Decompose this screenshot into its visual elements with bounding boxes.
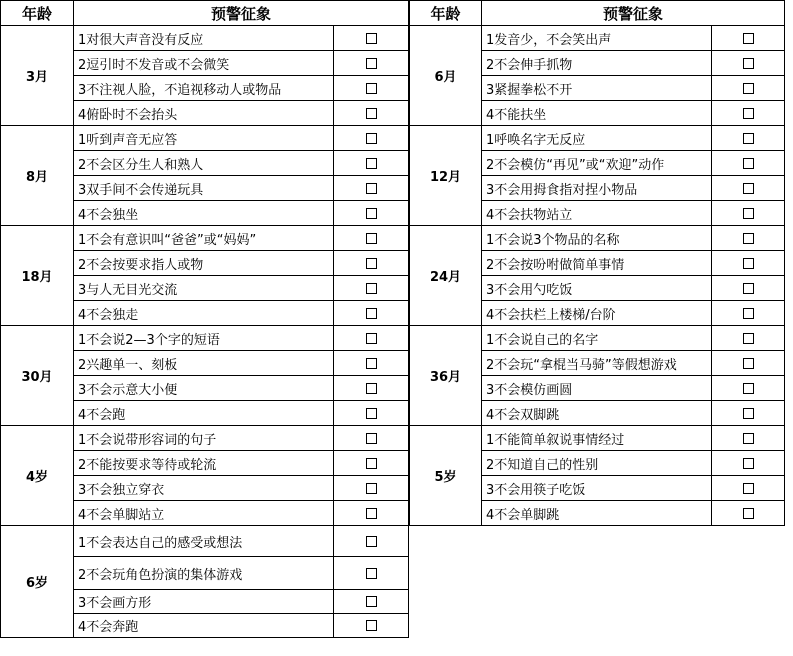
age-label: 4岁 — [1, 426, 74, 526]
checkbox[interactable] — [366, 183, 377, 194]
warning-sign-item: 1对很大声音没有反应 — [74, 26, 334, 51]
warning-sign-item: 1不会说3个物品的名称 — [482, 226, 712, 251]
signs-column-header: 预警征象 — [482, 1, 785, 26]
warning-sign-item: 4不会独走 — [74, 301, 334, 326]
checkbox-cell — [712, 176, 785, 201]
checkbox-cell — [334, 590, 409, 614]
checkbox[interactable] — [366, 508, 377, 519]
checkbox-cell — [712, 326, 785, 351]
warning-sign-item: 2不会按要求指人或物 — [74, 251, 334, 276]
checkbox[interactable] — [743, 133, 754, 144]
checkbox[interactable] — [743, 408, 754, 419]
checkbox-cell — [334, 76, 409, 101]
checkbox[interactable] — [366, 433, 377, 444]
checkbox-cell — [334, 26, 409, 51]
checkbox[interactable] — [366, 108, 377, 119]
warning-sign-item: 3双手间不会传递玩具 — [74, 176, 334, 201]
warning-sign-item: 2逗引时不发音或不会微笑 — [74, 51, 334, 76]
warning-sign-item: 1不会有意识叫“爸爸”或“妈妈” — [74, 226, 334, 251]
checkbox[interactable] — [366, 308, 377, 319]
checkbox-cell — [712, 426, 785, 451]
checkbox-cell — [712, 126, 785, 151]
checkbox[interactable] — [743, 333, 754, 344]
checkbox-cell — [334, 451, 409, 476]
age-label: 3月 — [1, 26, 74, 126]
checkbox-cell — [712, 451, 785, 476]
checkbox[interactable] — [743, 158, 754, 169]
right-table — [409, 0, 785, 526]
checkbox[interactable] — [743, 383, 754, 394]
warning-sign-item: 2不会模仿“再见”或“欢迎”动作 — [482, 151, 712, 176]
checkbox[interactable] — [743, 508, 754, 519]
age-label: 36月 — [410, 326, 482, 426]
warning-sign-item: 3不注视人脸，不追视移动人或物品 — [74, 76, 334, 101]
checkbox-cell — [334, 101, 409, 126]
warning-sign-item: 2不会伸手抓物 — [482, 51, 712, 76]
checkbox-cell — [712, 476, 785, 501]
checkbox[interactable] — [366, 536, 377, 547]
age-label: 6岁 — [1, 526, 74, 638]
checkbox[interactable] — [743, 283, 754, 294]
checkbox[interactable] — [743, 83, 754, 94]
warning-sign-item: 3不会独立穿衣 — [74, 476, 334, 501]
checkbox[interactable] — [743, 358, 754, 369]
warning-sign-item: 4不会独坐 — [74, 201, 334, 226]
checkbox[interactable] — [743, 58, 754, 69]
checkbox[interactable] — [743, 108, 754, 119]
warning-sign-item: 3不会示意大小便 — [74, 376, 334, 401]
warning-sign-item: 4不会单脚站立 — [74, 501, 334, 526]
checkbox-cell — [712, 76, 785, 101]
checkbox-cell — [712, 501, 785, 526]
checkbox-cell — [334, 326, 409, 351]
checkbox-cell — [334, 401, 409, 426]
checkbox[interactable] — [366, 458, 377, 469]
warning-sign-item: 4不会双脚跳 — [482, 401, 712, 426]
checkbox-cell — [712, 151, 785, 176]
warning-sign-item: 4不会奔跑 — [74, 614, 334, 638]
age-label: 18月 — [1, 226, 74, 326]
age-label: 24月 — [410, 226, 482, 326]
age-label: 12月 — [410, 126, 482, 226]
checkbox-cell — [334, 526, 409, 557]
warning-sign-item: 1听到声音无应答 — [74, 126, 334, 151]
warning-sign-item: 3不会用拇食指对捏小物品 — [482, 176, 712, 201]
warning-sign-item: 3不会画方形 — [74, 590, 334, 614]
checkbox-cell — [334, 51, 409, 76]
warning-sign-item: 3与人无目光交流 — [74, 276, 334, 301]
checkbox[interactable] — [366, 383, 377, 394]
checkbox-cell — [334, 351, 409, 376]
warning-sign-item: 4不会单脚跳 — [482, 501, 712, 526]
warning-sign-item: 4不会扶物站立 — [482, 201, 712, 226]
checkbox[interactable] — [366, 358, 377, 369]
checkbox[interactable] — [743, 308, 754, 319]
checkbox-cell — [712, 251, 785, 276]
checkbox[interactable] — [366, 133, 377, 144]
warning-sign-item: 4不会跑 — [74, 401, 334, 426]
checkbox[interactable] — [743, 258, 754, 269]
warning-sign-item: 1不会表达自己的感受或想法 — [74, 526, 334, 557]
warning-sign-item: 1呼唤名字无反应 — [482, 126, 712, 151]
checkbox-cell — [334, 426, 409, 451]
checkbox-cell — [334, 151, 409, 176]
warning-sign-item: 4不能扶坐 — [482, 101, 712, 126]
warning-sign-item: 3不会模仿画圆 — [482, 376, 712, 401]
checkbox[interactable] — [366, 596, 377, 607]
checkbox[interactable] — [366, 258, 377, 269]
checkbox-cell — [712, 351, 785, 376]
checkbox[interactable] — [366, 620, 377, 631]
checkbox-cell — [712, 401, 785, 426]
checkbox[interactable] — [366, 483, 377, 494]
checkbox[interactable] — [743, 183, 754, 194]
checkbox-cell — [712, 376, 785, 401]
checkbox-cell — [334, 301, 409, 326]
checkbox-cell — [334, 201, 409, 226]
checkbox-cell — [334, 276, 409, 301]
warning-sign-item: 4不会扶栏上楼梯/台阶 — [482, 301, 712, 326]
warning-sign-item: 2不会玩角色扮演的集体游戏 — [74, 557, 334, 590]
checkbox-cell — [334, 176, 409, 201]
warning-sign-item: 3紧握拳松不开 — [482, 76, 712, 101]
checkbox-cell — [712, 26, 785, 51]
warning-sign-item: 3不会用勺吃饭 — [482, 276, 712, 301]
checkbox[interactable] — [366, 233, 377, 244]
warning-sign-item: 1不能简单叙说事情经过 — [482, 426, 712, 451]
checkbox[interactable] — [743, 483, 754, 494]
checkbox-cell — [334, 501, 409, 526]
warning-sign-item: 2不会按吩咐做简单事情 — [482, 251, 712, 276]
checkbox-cell — [334, 614, 409, 638]
checkbox-cell — [712, 276, 785, 301]
age-label: 5岁 — [410, 426, 482, 526]
checkbox[interactable] — [743, 458, 754, 469]
checkbox-cell — [334, 251, 409, 276]
checkbox[interactable] — [366, 58, 377, 69]
warning-sign-item: 3不会用筷子吃饭 — [482, 476, 712, 501]
warning-sign-item: 1不会说自己的名字 — [482, 326, 712, 351]
checkbox[interactable] — [366, 333, 377, 344]
warning-sign-item: 2兴趣单一、刻板 — [74, 351, 334, 376]
checkbox-cell — [334, 557, 409, 590]
checkbox[interactable] — [743, 433, 754, 444]
warning-sign-item: 2不会玩“拿棍当马骑”等假想游戏 — [482, 351, 712, 376]
warning-sign-item: 2不能按要求等待或轮流 — [74, 451, 334, 476]
checkbox-cell — [712, 51, 785, 76]
warning-sign-item: 4俯卧时不会抬头 — [74, 101, 334, 126]
checkbox[interactable] — [366, 33, 377, 44]
warning-sign-item: 2不会区分生人和熟人 — [74, 151, 334, 176]
signs-column-header: 预警征象 — [74, 1, 409, 26]
checkbox-cell — [712, 101, 785, 126]
checkbox[interactable] — [743, 33, 754, 44]
age-label: 30月 — [1, 326, 74, 426]
checkbox-cell — [712, 226, 785, 251]
checkbox[interactable] — [366, 568, 377, 579]
checkbox-cell — [334, 226, 409, 251]
checkbox-cell — [334, 476, 409, 501]
checkbox[interactable] — [366, 158, 377, 169]
right-grid — [409, 0, 785, 526]
warning-sign-item: 2不知道自己的性别 — [482, 451, 712, 476]
checkbox[interactable] — [743, 208, 754, 219]
checkbox-cell — [334, 376, 409, 401]
checkbox[interactable] — [366, 208, 377, 219]
age-label: 6月 — [410, 26, 482, 126]
checkbox[interactable] — [366, 408, 377, 419]
checkbox[interactable] — [366, 83, 377, 94]
age-column-header: 年龄 — [410, 1, 482, 26]
checkbox[interactable] — [743, 233, 754, 244]
checkbox-cell — [334, 126, 409, 151]
age-label: 8月 — [1, 126, 74, 226]
checkbox-cell — [712, 201, 785, 226]
warning-sign-item: 1发音少，不会笑出声 — [482, 26, 712, 51]
checkbox[interactable] — [366, 283, 377, 294]
warning-sign-item: 1不会说带形容词的句子 — [74, 426, 334, 451]
age-column-header: 年龄 — [1, 1, 74, 26]
checkbox-cell — [712, 301, 785, 326]
warning-sign-item: 1不会说2—3个字的短语 — [74, 326, 334, 351]
